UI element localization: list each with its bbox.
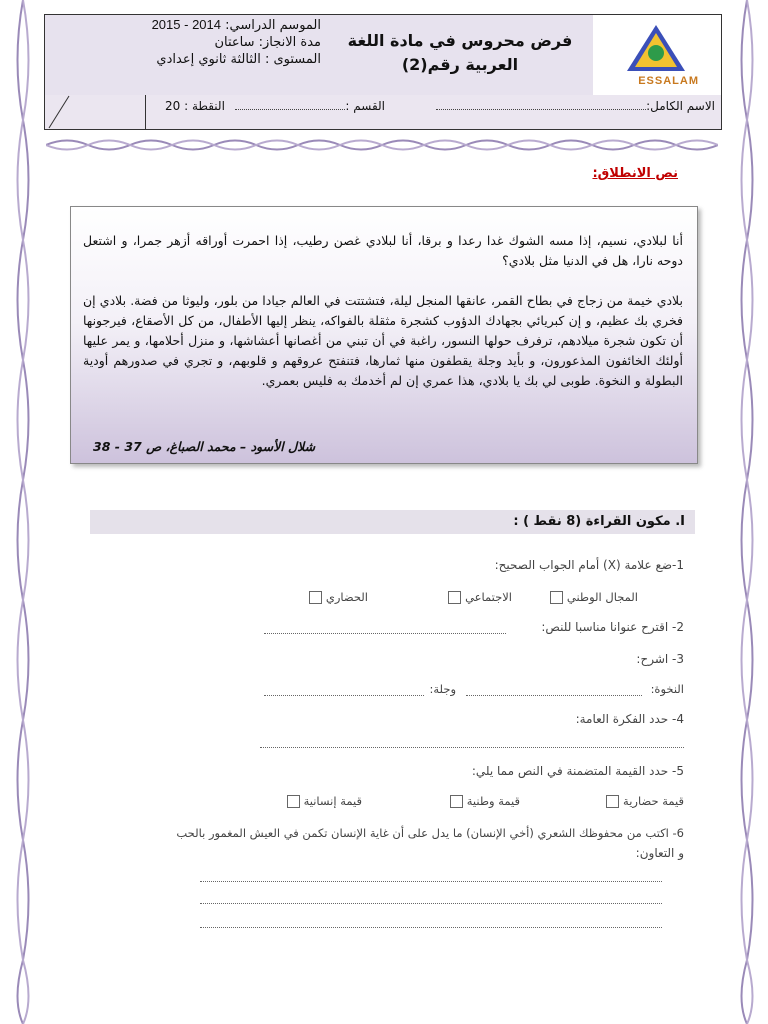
question-5: 5- حدد القيمة المتضمنة في النص مما يلي: xyxy=(471,764,684,778)
q1-option-2[interactable]: الاجتماعي xyxy=(448,590,512,604)
passage-paragraph-2: بلادي خيمة من زجاج في بطاح القمر، عانقها المنجل ليلة، فتشتتت في العالم جيادا من بلور، وليوثا من فضة. بلادي إن فخري بك عظيم، و إن كبريائي بجهادك الدؤوب كشجرة مثقلة بالفواكه، ينظر إليها الأطفال، من كل الأصقاع، فيرجونها أن تكون شجرة ميلادهم، ترفرف حولها النسور، راغبة في أن تبني من أغصانها أعشاشها، و منزل أحلامها، و يمر عليها أولئك الخائفون المذعورون، و بأيد وجلة يقطفون منها ثمارها، فتنفتح عروقهم و قلوبهم، و تجري في صدورهم أودية البطولة و النخوة. طوبى لي بك يا بلادي، هذا عمري إن لم أخدمك به فليس بعمري. xyxy=(83,293,683,388)
q5-option-3[interactable]: قيمة إنسانية xyxy=(287,794,362,808)
q5-option-1[interactable]: قيمة حضارية xyxy=(606,794,684,808)
exam-info xyxy=(45,15,327,96)
part1-title: I. مكون القراءة (8 نقط ) : xyxy=(513,514,685,529)
right-border-ornament xyxy=(734,0,760,1024)
answer-line[interactable] xyxy=(200,902,662,904)
answer-line[interactable] xyxy=(260,746,684,748)
q1-option-1[interactable]: المجال الوطني xyxy=(550,590,638,604)
answer-line[interactable] xyxy=(264,632,506,634)
q5-option-2[interactable]: قيمة وطنية xyxy=(450,794,520,808)
question-4: 4- حدد الفكرة العامة: xyxy=(575,712,684,726)
exam-title xyxy=(326,15,593,95)
left-border-ornament xyxy=(10,0,36,1024)
q3-word-2: وجلة: xyxy=(429,682,456,696)
passage-source: شلال الأسود – محمد الصباغ، ص 37 - 38 xyxy=(93,439,316,454)
wave-divider xyxy=(46,136,718,154)
student-info-row xyxy=(45,95,721,129)
checkbox-icon[interactable] xyxy=(550,591,563,604)
class-field[interactable] xyxy=(235,99,345,110)
question-6: 6- اكتب من محفوظك الشعري (أخي الإنسان) ما يدل على أن غاية الإنسان تكمن في العيش المغمور بالحب xyxy=(176,826,684,840)
school-year-label: الموسم الدراسي: xyxy=(225,18,321,33)
duration: مدة الانجاز: ساعتان xyxy=(214,35,321,50)
passage-box xyxy=(70,206,698,464)
question-1: 1-ضع علامة (X) أمام الجواب الصحيح: xyxy=(494,558,684,572)
part-header xyxy=(90,510,695,534)
question-3: 3- اشرح: xyxy=(636,652,684,666)
school-logo xyxy=(592,15,721,95)
level: المستوى : الثالثة ثانوي إعدادي xyxy=(156,52,321,67)
question-2: 2- اقترح عنوانا مناسبا للنص: xyxy=(541,620,684,634)
q1-option-3[interactable]: الحضاري xyxy=(309,590,368,604)
question-6-line-2: و التعاون: xyxy=(635,846,684,860)
checkbox-icon[interactable] xyxy=(450,795,463,808)
name-label: الاسم الكامل: xyxy=(646,99,715,113)
passage-paragraph-1: أنا لبلادي، نسيم، إذا مسه الشوك غدا رعدا و برقا، أنا لبلادي غصن رطيب، إذا احمرت أوراقه أزهر جمرا، و اشتعل دوحه نارا، هل في الدنيا مثل بلادي؟ xyxy=(83,233,683,268)
section-title: نص الانطلاق: xyxy=(592,166,678,181)
checkbox-icon[interactable] xyxy=(309,591,322,604)
score-box xyxy=(45,95,146,129)
school-year: 2014 - 2015 xyxy=(151,17,221,32)
answer-line[interactable] xyxy=(264,694,424,696)
class-label: القسم : xyxy=(345,99,385,113)
checkbox-icon[interactable] xyxy=(287,795,300,808)
answer-line[interactable] xyxy=(466,694,642,696)
answer-line[interactable] xyxy=(200,880,662,882)
q3-word-1: النخوة: xyxy=(650,682,684,696)
checkbox-icon[interactable] xyxy=(448,591,461,604)
header-top-row xyxy=(45,15,721,96)
logo-triangle-icon xyxy=(625,23,687,73)
score-label: النقطة : 20 xyxy=(165,99,225,113)
name-field[interactable] xyxy=(436,99,646,110)
logo-text: ESSALAM xyxy=(638,75,699,87)
exam-title-line1: فرض محروس في مادة اللغة xyxy=(347,31,573,50)
exam-title-line2: العربية رقم(2) xyxy=(401,55,519,74)
answer-line[interactable] xyxy=(200,926,662,928)
checkbox-icon[interactable] xyxy=(606,795,619,808)
exam-header xyxy=(44,14,722,130)
score-slash xyxy=(45,95,145,129)
